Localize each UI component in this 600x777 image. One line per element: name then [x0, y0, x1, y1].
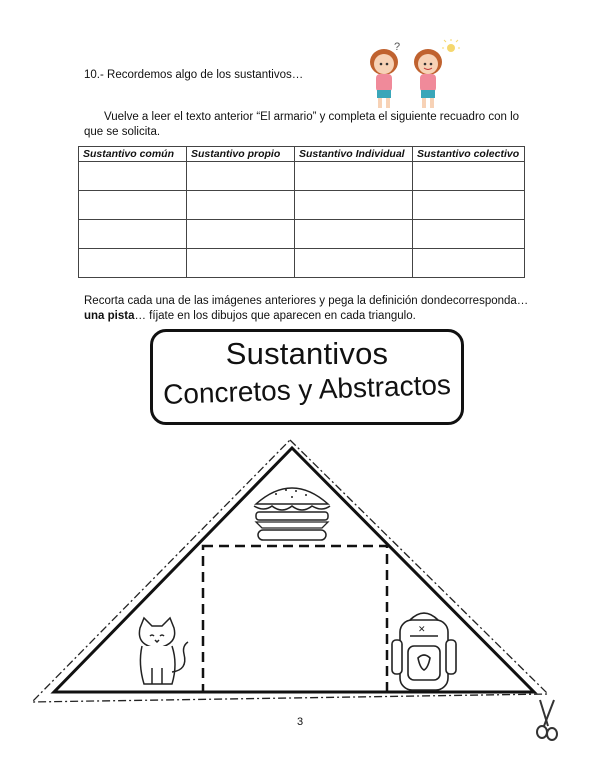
table-cell[interactable]: [79, 162, 187, 191]
header-collective-noun: Sustantivo colectivo: [413, 147, 525, 162]
instruction-text: Vuelve a leer el texto anterior “El armario” y completa el siguiente recuadro con lo que se solicita.: [84, 111, 520, 138]
svg-text:?: ?: [394, 41, 401, 53]
title-box: [150, 329, 464, 425]
table-cell[interactable]: [413, 249, 525, 278]
table-cell[interactable]: [413, 220, 525, 249]
cut-instruction-tail: … fíjate en los dibujos que aparecen en cada triangulo.: [134, 310, 416, 322]
title-line-1: Sustantivos: [225, 336, 389, 371]
cat-icon: [139, 618, 188, 684]
backpack-icon: [392, 613, 456, 690]
table-row: [79, 249, 525, 278]
header-proper-noun: Sustantivo propio: [187, 147, 295, 162]
table-row: [79, 191, 525, 220]
header-individual-noun: Sustantivo Individual: [295, 147, 413, 162]
table-cell[interactable]: [187, 249, 295, 278]
table-cell[interactable]: [295, 162, 413, 191]
table-cell[interactable]: [295, 249, 413, 278]
hint-label: una pista: [84, 310, 135, 322]
table-cell[interactable]: [79, 220, 187, 249]
table-cell[interactable]: [79, 191, 187, 220]
table-header-row: [79, 147, 525, 162]
table-cell[interactable]: [79, 249, 187, 278]
table-row: [79, 162, 525, 191]
hamburger-icon: [254, 488, 330, 540]
cut-instruction-main: Recorta cada una de las imágenes anteriores y pega la definición dondecorresponda…: [84, 295, 529, 307]
cut-instruction-text: [84, 294, 534, 324]
table-cell[interactable]: [295, 220, 413, 249]
section-heading: 10.- Recordemos algo de los sustantivos…: [84, 69, 304, 81]
pyramid-cutout: [0, 430, 600, 750]
title-line-2: Concretos y Abstractos: [162, 368, 452, 411]
table-cell[interactable]: [187, 220, 295, 249]
table-cell[interactable]: [413, 162, 525, 191]
table-row: [79, 220, 525, 249]
girls-thinking-icon: [356, 38, 464, 110]
noun-classification-table: [78, 146, 525, 278]
table-cell[interactable]: [187, 162, 295, 191]
page-number: 3: [296, 716, 304, 728]
table-cell[interactable]: [295, 191, 413, 220]
table-cell[interactable]: [187, 191, 295, 220]
svg-text:✕: ✕: [418, 624, 426, 634]
dashed-paste-box: [203, 546, 387, 692]
header-common-noun: Sustantivo común: [79, 147, 187, 162]
pyramid-triangle: [54, 448, 534, 692]
cut-line: [32, 440, 548, 702]
table-cell[interactable]: [413, 191, 525, 220]
